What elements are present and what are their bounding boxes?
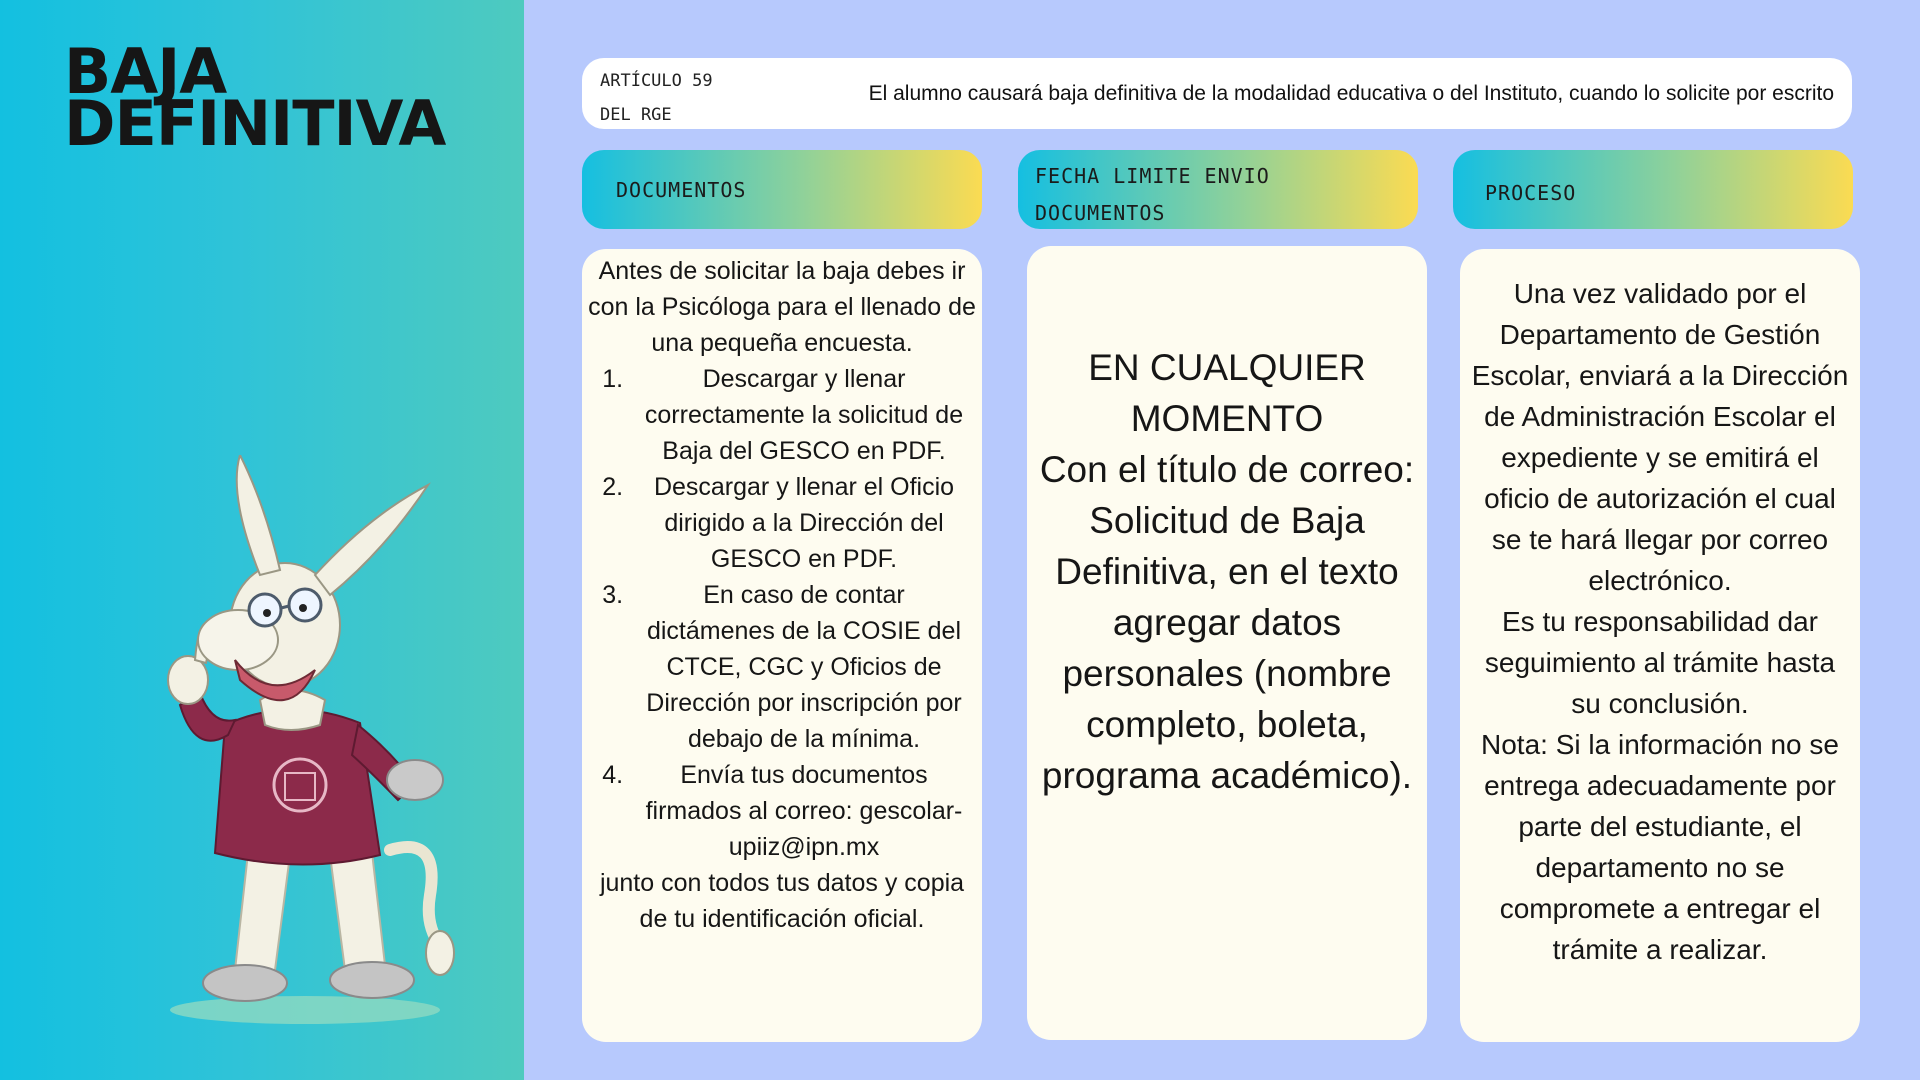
title-line-1: BAJA <box>64 35 227 108</box>
header-fecha-line-2: DOCUMENTOS <box>1035 201 1166 225</box>
header-documentos <box>582 150 982 229</box>
documentos-item-4: 4. Envía tus documentos firmados al correo: gescolar-upiiz@ipn.mx <box>630 757 970 865</box>
header-proceso-label: PROCESO <box>1485 180 1577 205</box>
mascot-tail <box>390 847 440 945</box>
documentos-outro: junto con todos tus datos y copia de tu identificación oficial. <box>599 869 965 933</box>
title-line-2: DEFINITIVA <box>64 87 446 160</box>
header-fecha-line-1: FECHA LIMITE ENVIO <box>1035 164 1270 188</box>
documentos-list <box>588 361 976 865</box>
documentos-item-2: 2. Descargar y llenar el Oficio dirigido a la Dirección del GESCO en PDF. <box>630 469 970 577</box>
page-title <box>64 35 446 160</box>
left-panel <box>0 0 524 1080</box>
fecha-body: Con el título de correo: Solicitud de Baja Definitiva, en el texto agregar datos personales (nombre completo, boleta, programa académico). <box>1039 449 1415 796</box>
proceso-paragraph-1: Una vez validado por el Departamento de Gestión Escolar, enviará a la Dirección de Administración Escolar el expediente y se emitirá el oficio de autorización el cual se te hará llegar por correo electrónico. <box>1471 278 1849 596</box>
documentos-item-3: 3. En caso de contar dictámenes de la COSIE del CTCE, CGC y Oficios de Dirección por inscripción por debajo de la mínima. <box>630 577 970 757</box>
fecha-card <box>1027 246 1427 1040</box>
article-label-line-1: ARTÍCULO 59 <box>600 71 713 91</box>
proceso-paragraph-2: Es tu responsabilidad dar seguimiento al trámite hasta su conclusión. <box>1484 606 1836 719</box>
mascot-sweater <box>215 709 380 864</box>
documentos-card <box>582 249 982 1042</box>
donkey-mascot-illustration <box>140 455 480 1030</box>
proceso-paragraph-3: Nota: Si la información no se entrega adecuadamente por parte del estudiante, el departamento no se compromete a entregar el trámite a realizar. <box>1481 729 1839 965</box>
header-proceso <box>1453 150 1853 229</box>
documentos-intro: Antes de solicitar la baja debes ir con la Psicóloga para el llenado de una pequeña encuesta. <box>588 257 976 357</box>
mascot-ear-right <box>315 485 428 595</box>
header-documentos-label: DOCUMENTOS <box>616 177 747 202</box>
article-banner <box>582 58 1852 129</box>
mascot-shadow <box>170 996 440 1024</box>
mascot-ear-left <box>237 455 280 575</box>
documentos-item-1: 1. Descargar y llenar correctamente la solicitud de Baja del GESCO en PDF. <box>630 361 970 469</box>
header-fecha-limite <box>1018 150 1418 229</box>
fecha-headline: EN CUALQUIER MOMENTO <box>1088 347 1366 439</box>
article-label <box>600 64 760 132</box>
article-text: El alumno causará baja definitiva de la modalidad educativa o del Instituto, cuando lo solicite por escrito <box>868 81 1834 105</box>
article-label-line-2: DEL RGE <box>600 105 672 125</box>
proceso-card <box>1460 249 1860 1042</box>
